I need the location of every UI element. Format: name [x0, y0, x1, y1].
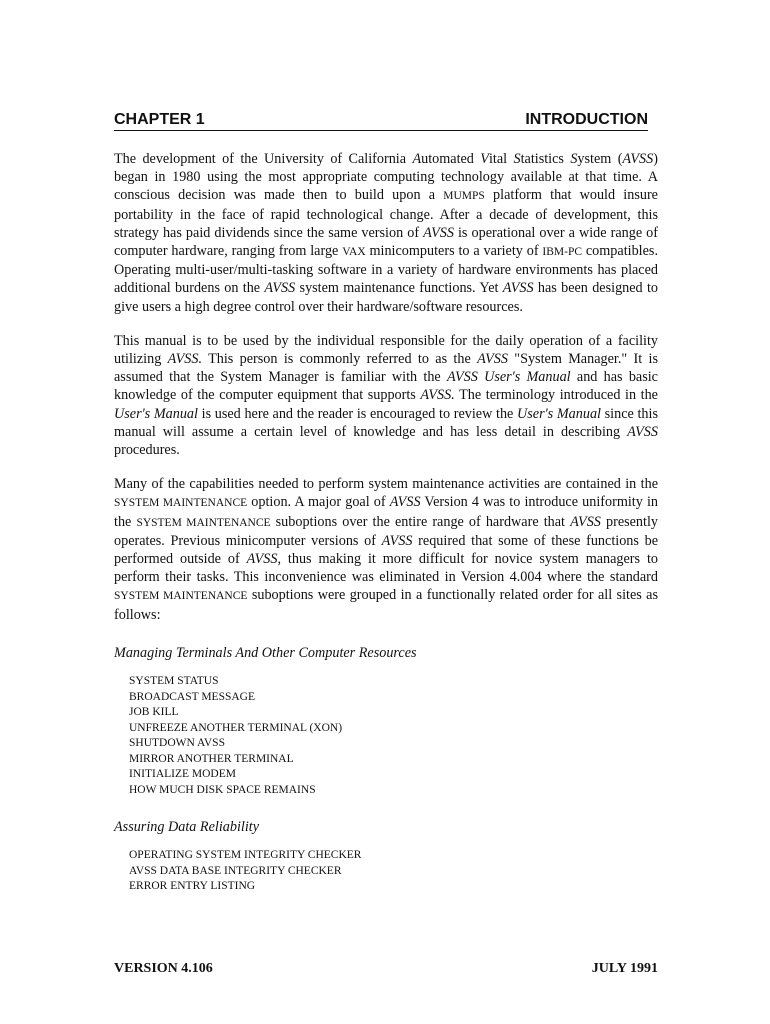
list-item: HOW MUCH DISK SPACE REMAINS	[129, 783, 316, 796]
document-body	[114, 150, 658, 895]
list-item: ERROR ENTRY LISTING	[129, 880, 256, 893]
chapter-header	[114, 110, 648, 131]
terminal-options-list	[129, 674, 658, 798]
list-item: AVSS DATA BASE INTEGRITY CHECKER	[129, 864, 342, 877]
paragraph-1: The development of the University of California Automated Vital Statistics System (AVSS) began in 1980 using the most appropriate computing technology available at that time. A conscious decision was made then to build upon a MUMPS platform that would insure portability in the face of rapid technological change. After a decade of development, this strategy has paid dividends since the same version of AVSS is operational over a wide range of computer hardware, ranging from large VAX minicomputers to a variety of IBM-PC compatibles. Operating multi-user/multi-tasking software in a variety of hardware environments has placed additional burdens on the AVSS system maintenance functions. Yet AVSS has been designed to give users a high degree control over their hardware/software resources.	[114, 151, 658, 315]
list-item: UNFREEZE ANOTHER TERMINAL (XON)	[129, 721, 343, 734]
list-item: SHUTDOWN AVSS	[129, 737, 225, 750]
chapter-number: CHAPTER 1	[114, 111, 205, 128]
list-item: INITIALIZE MODEM	[129, 768, 236, 781]
chapter-title: INTRODUCTION	[525, 111, 648, 128]
section-heading-reliability: Assuring Data Reliability	[114, 819, 260, 836]
date-label: JULY 1991	[591, 961, 658, 976]
paragraph-2: This manual is to be used by the individual responsible for the daily operation of a facility utilizing AVSS. This person is commonly referred to as the AVSS "System Manager." It is assumed that the System Manager is familiar with the AVSS User's Manual and has basic knowledge of the computer equipment that supports AVSS. The terminology introduced in the User's Manual is used here and the reader is encouraged to review the User's Manual since this manual will assume a certain level of knowledge and has less detail in describing AVSS procedures.	[114, 332, 658, 459]
list-item: SYSTEM STATUS	[129, 675, 219, 688]
paragraph-3: Many of the capabilities needed to perform system maintenance activities are contained in the SYSTEM MAINTENANCE option. A major goal of AVSS Version 4 was to introduce uniformity in the SYSTEM MAINTENANCE suboptions over the entire range of hardware that AVSS presently operates. Previous minicomputer versions of AVSS required that some of these functions be performed outside of AVSS, thus making it more difficult for novice system managers to perform their tasks. This inconvenience was eliminated in Version 4.004 where the standard SYSTEM MAINTENANCE suboptions were grouped in a functionally related order for all sites as follows:	[114, 476, 659, 623]
list-item: OPERATING SYSTEM INTEGRITY CHECKER	[129, 849, 362, 862]
document-page	[114, 0, 658, 1024]
list-item: JOB KILL	[129, 706, 179, 719]
list-item: BROADCAST MESSAGE	[129, 690, 255, 703]
reliability-options-list	[129, 848, 658, 895]
section-heading-terminals: Managing Terminals And Other Computer Resources	[114, 644, 417, 661]
list-item: MIRROR ANOTHER TERMINAL	[129, 752, 294, 765]
version-label: VERSION 4.106	[114, 961, 213, 976]
